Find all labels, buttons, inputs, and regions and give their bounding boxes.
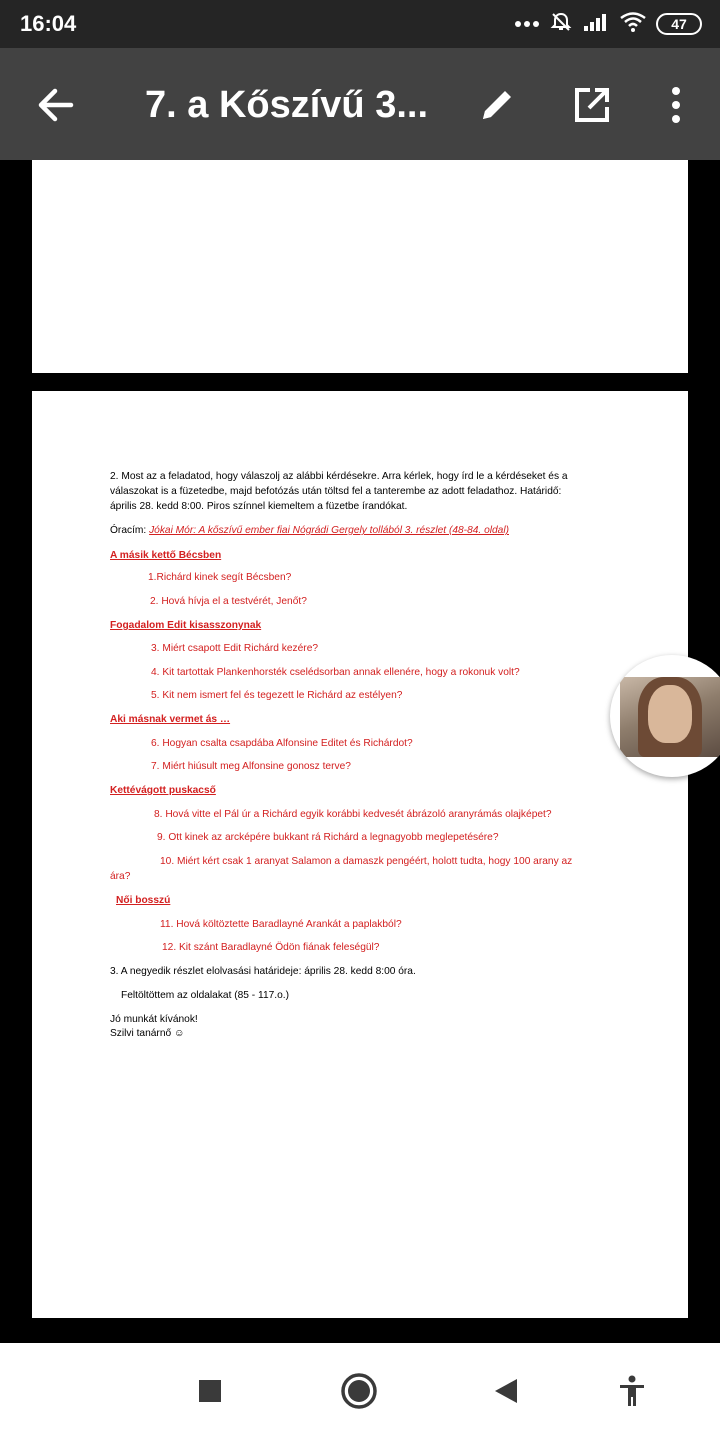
- question: 9. Ott kinek az arcképére bukkant rá Richárd a legnagyobb meglepetésére?: [157, 832, 499, 843]
- question: 10. Miért kért csak 1 aranyat Salamon a damaszk pengéért, holott tudta, hogy 100 arany az: [160, 856, 573, 867]
- question: 2. Hová hívja el a testvérét, Jenőt?: [150, 596, 307, 607]
- signature-line: Szilvi tanárnő ☺: [110, 1028, 185, 1039]
- lesson-title-label: Óracím:: [110, 525, 150, 536]
- app-bar: [0, 48, 720, 160]
- home-button[interactable]: [337, 1369, 381, 1413]
- wifi-icon: [620, 12, 646, 37]
- section-heading: Kettévágott puskacső: [110, 785, 216, 796]
- previous-page: [32, 160, 688, 373]
- video-thumbnail: [620, 677, 720, 757]
- back-nav-button[interactable]: [484, 1369, 528, 1413]
- status-icons: [514, 12, 702, 36]
- pencil-icon: [477, 85, 517, 125]
- back-button[interactable]: [30, 80, 80, 130]
- section-heading: Fogadalom Edit kisasszonynak: [110, 620, 262, 631]
- uploaded-note: Feltöltöttem az oldalakat (85 - 117.o.): [121, 990, 289, 1001]
- navigation-bar: [0, 1343, 720, 1440]
- open-in-new-icon: [572, 85, 612, 125]
- question: 6. Hogyan csalta csapdába Alfonsine Editet és Richárdot?: [151, 738, 413, 749]
- status-time: 16:04: [20, 11, 77, 36]
- signal-icon: [582, 12, 610, 37]
- question: 7. Miért hiúsult meg Alfonsine gonosz terve?: [151, 761, 351, 772]
- mute-bell-icon: [550, 11, 572, 38]
- more-dots-icon: [514, 15, 540, 33]
- lesson-title-reference: Jókai Mór: A kőszívű ember fiai Nógrádi Gergely tollából 3. részlet (48-84. oldal): [149, 525, 509, 536]
- status-bar: [0, 0, 720, 48]
- section-heading: A másik kettő Bécsben: [110, 550, 222, 561]
- battery-indicator: 47: [656, 13, 702, 35]
- intro-line: április 28. kedd 8:00. Piros színnel kiemeltem a füzetbe írandókat.: [110, 501, 408, 512]
- question: 11. Hová költöztette Baradlayné Arankát a paplakból?: [160, 919, 402, 930]
- arrow-back-icon: [35, 85, 75, 125]
- deadline-item: 3. A negyedik részlet elolvasási határideje: április 28. kedd 8:00 óra.: [110, 966, 416, 977]
- question: 12. Kit szánt Baradlayné Ödön fiának feleségül?: [162, 942, 380, 953]
- document-viewer[interactable]: [0, 160, 720, 1343]
- open-external-button[interactable]: [567, 80, 617, 130]
- question: 3. Miért csapott Edit Richárd kezére?: [151, 643, 319, 654]
- edit-button[interactable]: [472, 80, 522, 130]
- square-icon: [198, 1379, 222, 1403]
- question: 4. Kit tartottak Plankenhorsték cselédsorban annak ellenére, hogy a rokonuk volt?: [151, 667, 520, 678]
- more-options-button[interactable]: [651, 80, 701, 130]
- triangle-back-icon: [493, 1377, 519, 1405]
- question: 5. Kit nem ismert fel és tegezett le Richárd az estélyen?: [151, 690, 403, 701]
- question-continuation: ára?: [110, 871, 131, 882]
- more-vert-icon: [670, 87, 682, 123]
- accessibility-icon: [618, 1375, 646, 1407]
- recents-button[interactable]: [188, 1369, 232, 1413]
- intro-line: válaszokat is a füzetedbe, majd befotózás után töltsd fel a tanterembe az adott feladathoz. Határidő:: [110, 486, 562, 497]
- home-circle-icon: [339, 1371, 379, 1411]
- section-heading: Aki másnak vermet ás …: [110, 714, 231, 725]
- intro-line: 2. Most az a feladatod, hogy válaszolj az alábbi kérdésekre. Arra kérlek, hogy írd le a kérdéseket és a: [110, 471, 568, 482]
- accessibility-button[interactable]: [610, 1369, 654, 1413]
- section-heading: Női bosszú: [116, 895, 171, 906]
- current-page: [32, 391, 688, 1318]
- document-title: 7. a Kőszívű 3...: [145, 84, 428, 126]
- question: 1.Richárd kinek segít Bécsben?: [148, 572, 292, 583]
- lesson-title: [110, 524, 509, 538]
- closing-line: Jó munkát kívánok!: [110, 1014, 198, 1025]
- question: 8. Hová vitte el Pál úr a Richárd egyik korábbi kedvesét ábrázoló aranyrámás olajképet?: [154, 809, 552, 820]
